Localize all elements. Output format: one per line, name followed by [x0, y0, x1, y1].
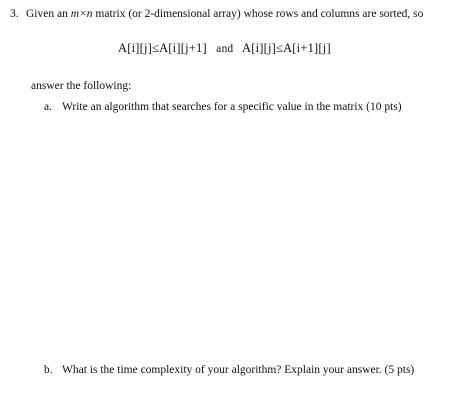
- part-b-label: b.: [44, 364, 53, 376]
- matrix-dimensions: m×n: [70, 8, 93, 20]
- part-b-text: What is the time complexity of your algorithm? Explain your answer. (5 pts): [62, 364, 415, 376]
- question-number: 3.: [10, 8, 19, 20]
- question-suffix: matrix (or 2-dimensional array) whose rows and columns are sorted, so: [95, 8, 424, 20]
- part-a-text: Write an algorithm that searches for a specific value in the matrix (10 pts): [62, 101, 402, 113]
- column-sorted-condition: A[i][j]≤A[i+1][j]: [242, 41, 331, 55]
- sorted-condition-formula: [118, 41, 331, 56]
- part-a-label: a.: [44, 101, 52, 113]
- row-sorted-condition: A[i][j]≤A[i][j+1]: [118, 41, 207, 55]
- instruction-text: answer the following:: [31, 80, 132, 92]
- formula-and: and: [216, 43, 234, 55]
- question-text: [26, 8, 423, 20]
- question-prefix: Given an: [26, 8, 68, 20]
